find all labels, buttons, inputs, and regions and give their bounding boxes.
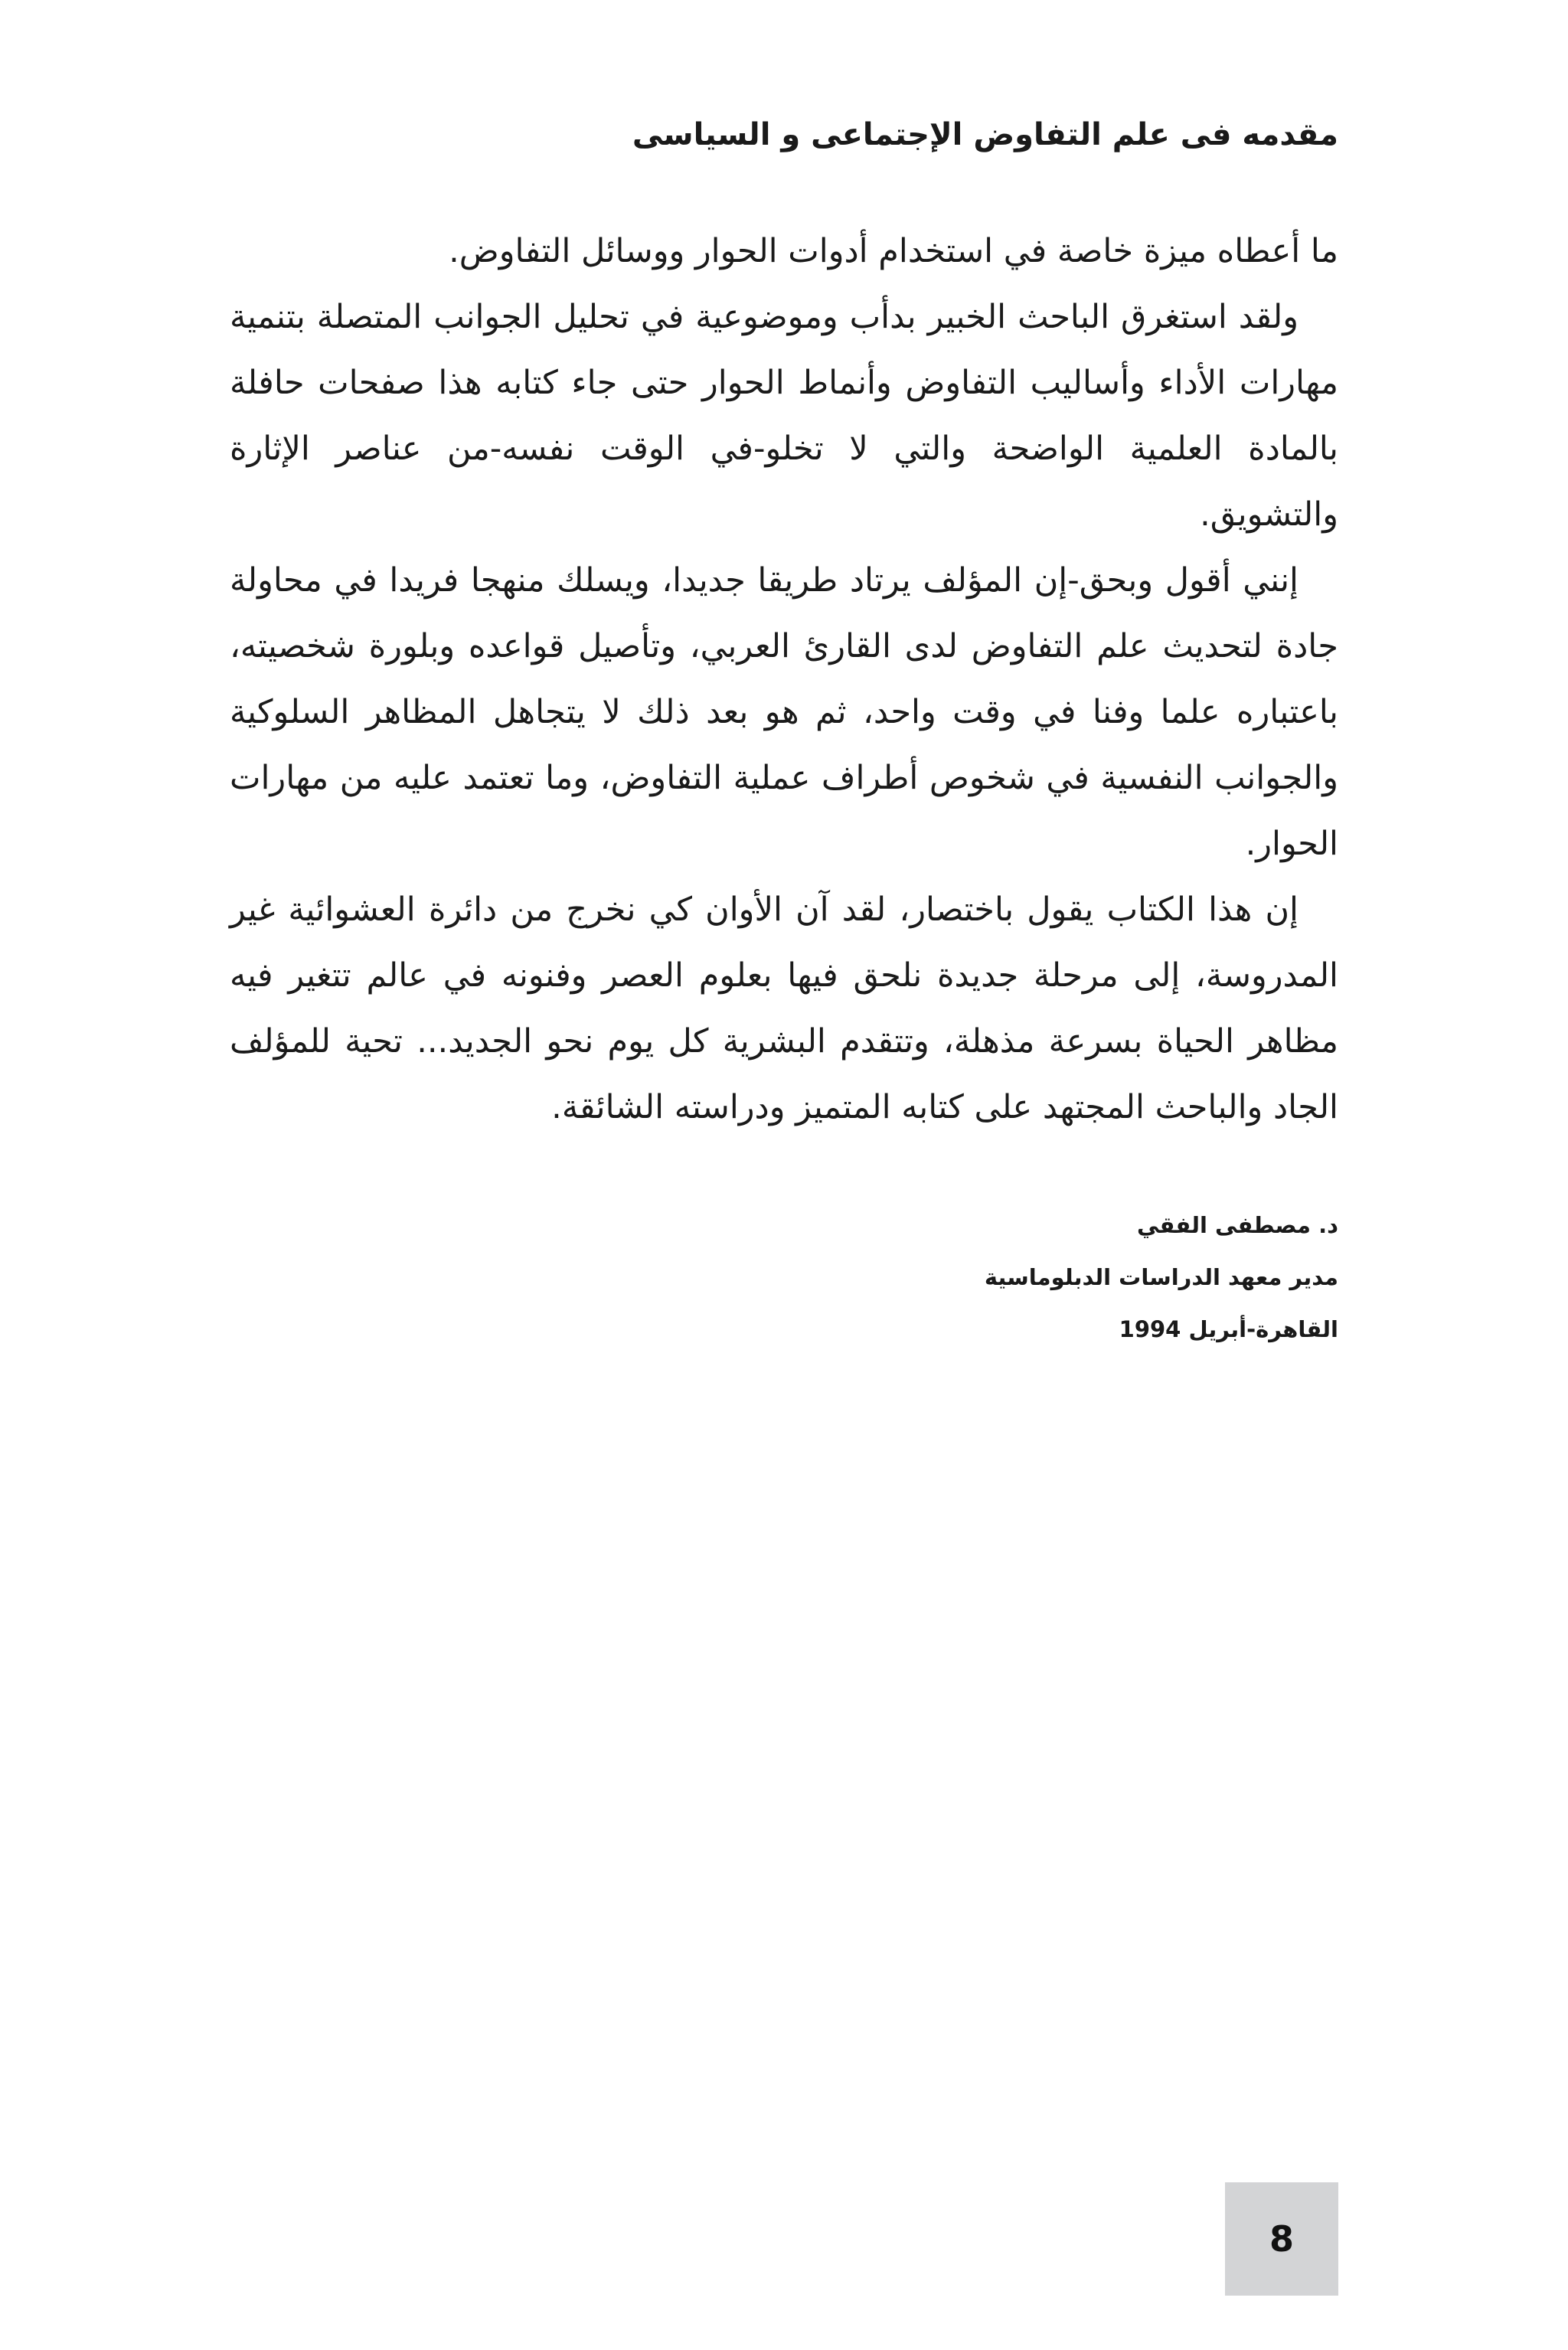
signature-name: د. مصطفى الفقي xyxy=(1137,1212,1338,1238)
paragraph: إنني أقول وبحق-إن المؤلف يرتاد طريقا جديدا، ويسلك منهجا فريدا في محاولة جادة لتحديث علم التفاوض لدى القارئ العربي، وتأصيل قواعده وبلورة شخصيته، باعتباره علما وفنا في وقت واحد، ثم هو بعد ذلك لا يتجاهل المظاهر السلوكية والجوانب النفسية في شخوص أطراف عملية التفاوض، وما تعتمد عليه من مهارات الحوار. xyxy=(230,561,1338,863)
signature-title: مدير معهد الدراسات الدبلوماسية xyxy=(984,1264,1338,1290)
signature-block xyxy=(230,1210,1338,1366)
paragraph: ولقد استغرق الباحث الخبير بدأب وموضوعية في تحليل الجوانب المتصلة بتنمية مهارات الأداء وأساليب التفاوض وأنماط الحوار حتى جاء كتابه هذا صفحات حافلة بالمادة العلمية الواضحة والتي لا تخلو-في الوقت نفسه-من عناصر الإثارة والتشويق. xyxy=(230,298,1338,534)
body-text xyxy=(230,218,1338,1140)
running-header-title: مقدمه فى علم التفاوض الإجتماعى و السياسى xyxy=(632,117,1338,152)
signature-place-date: القاهرة-أبريل 1994 xyxy=(1119,1316,1338,1342)
page-number-box xyxy=(1225,2182,1338,2296)
page-number: 8 xyxy=(1269,2218,1295,2260)
paragraph: إن هذا الكتاب يقول باختصار، لقد آن الأوان كي نخرج من دائرة العشوائية غير المدروسة، إلى مرحلة جديدة نلحق فيها بعلوم العصر وفنونه في عالم تتغير فيه مظاهر الحياة بسرعة مذهلة، وتتقدم البشرية كل يوم نحو الجديد... تحية للمؤلف الجاد والباحث المجتهد على كتابه المتميز ودراسته الشائقة. xyxy=(230,891,1338,1126)
paragraph-continuation: ما أعطاه ميزة خاصة في استخدام أدوات الحوار ووسائل التفاوض. xyxy=(449,232,1338,270)
